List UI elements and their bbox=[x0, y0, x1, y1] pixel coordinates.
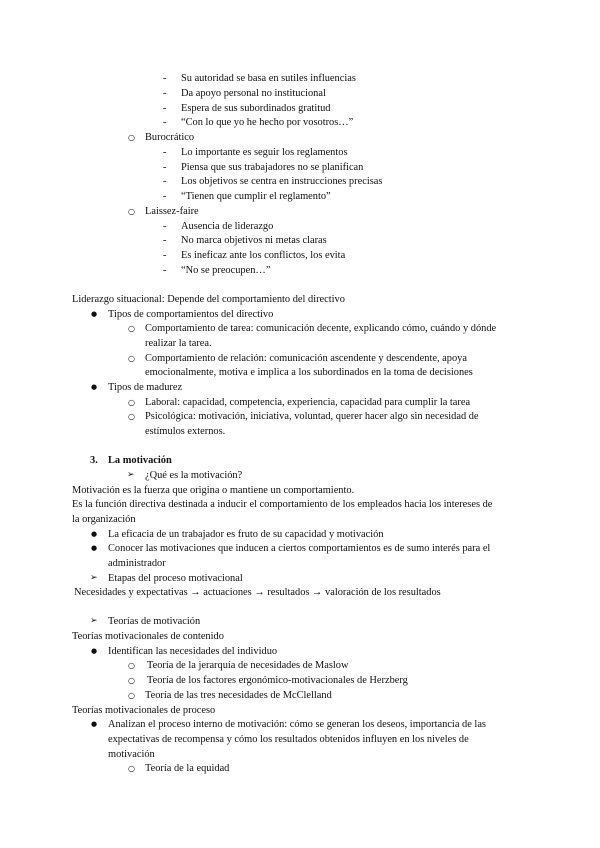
text-line: Piensa que sus trabajadores no se planifican bbox=[181, 162, 364, 173]
circle-bullet-icon: ○ bbox=[128, 691, 135, 700]
dash-bullet: - bbox=[163, 265, 167, 276]
circle-bullet-icon: ○ bbox=[128, 676, 135, 685]
arrow-bullet-icon: ➢ bbox=[127, 470, 135, 480]
text-line: Burocrático bbox=[145, 132, 195, 143]
text-line: Teoría de la equidad bbox=[145, 763, 230, 774]
text-line: Teoría de los factores ergonómico-motivacionales de Herzberg bbox=[147, 675, 408, 686]
text-line: Comportamiento de relación: comunicación ascendente y descendente, apoya bbox=[145, 353, 467, 364]
text-line: estímulos externos. bbox=[145, 426, 226, 437]
text-line: Teorías de motivación bbox=[108, 616, 201, 627]
dash-bullet: - bbox=[163, 221, 167, 232]
text-line: Laissez-faire bbox=[145, 206, 199, 217]
bullet-dot-icon: ● bbox=[91, 310, 98, 318]
text-line: administrador bbox=[108, 558, 166, 569]
text-line: Liderazgo situacional: Depende del comportamiento del directivo bbox=[72, 294, 345, 305]
dash-bullet: - bbox=[163, 73, 167, 84]
circle-bullet-icon: ○ bbox=[128, 354, 135, 363]
text-line: Etapas del proceso motivacional bbox=[108, 573, 243, 584]
dash-bullet: - bbox=[163, 162, 167, 173]
text-line: Su autoridad se basa en sutiles influencias bbox=[181, 73, 356, 84]
text-line: Comportamiento de tarea: comunicación decente, explicando cómo, cuándo y dónde bbox=[145, 323, 497, 334]
text-line: Tipos de madurez bbox=[108, 382, 183, 393]
text-line: Motivación es la fuerza que origina o mantiene un comportamiento. bbox=[72, 485, 355, 496]
text-line: Espera de sus subordinados gratitud bbox=[181, 103, 331, 114]
text-line: Teoría de las tres necesidades de McClelland bbox=[145, 690, 332, 701]
text-line: Analizan el proceso interno de motivación: cómo se generan los deseos, importancia de las bbox=[108, 719, 486, 730]
text-line: “Tienen que cumplir el reglamento” bbox=[181, 191, 331, 202]
text-line: Teorías motivacionales de contenido bbox=[72, 631, 224, 642]
dash-bullet: - bbox=[163, 147, 167, 158]
text-line: Necesidades y expectativas → actuaciones → resultados → valoración de los resultados bbox=[74, 587, 441, 598]
circle-bullet-icon: ○ bbox=[128, 324, 135, 333]
bullet-dot-icon: ● bbox=[91, 720, 98, 728]
circle-bullet-icon: ○ bbox=[128, 133, 135, 142]
text-line: la organización bbox=[72, 514, 136, 525]
text-line: Es la función directiva destinada a inducir el comportamiento de los empleados hacia los intereses de bbox=[72, 499, 493, 510]
text-line: La eficacia de un trabajador es fruto de su capacidad y motivación bbox=[108, 529, 384, 540]
text-line: Tipos de comportamientos del directivo bbox=[108, 309, 274, 320]
dash-bullet: - bbox=[163, 191, 167, 202]
dash-bullet: - bbox=[163, 88, 167, 99]
section-heading: La motivación bbox=[108, 455, 172, 466]
circle-bullet-icon: ○ bbox=[128, 412, 135, 421]
dash-bullet: - bbox=[163, 103, 167, 114]
text-line: Identifican las necesidades del individuo bbox=[108, 646, 278, 657]
text-line: Da apoyo personal no institucional bbox=[181, 88, 326, 99]
bullet-dot-icon: ● bbox=[91, 544, 98, 552]
arrow-bullet-icon: ➢ bbox=[90, 616, 98, 626]
text-line: Es ineficaz ante los conflictos, los evita bbox=[181, 250, 346, 261]
bullet-dot-icon: ● bbox=[91, 647, 98, 655]
text-line: “Con lo que yo he hecho por vosotros…” bbox=[181, 117, 354, 128]
text-line: Teorías motivacionales de proceso bbox=[72, 705, 216, 716]
dash-bullet: - bbox=[163, 235, 167, 246]
text-line: motivación bbox=[108, 749, 155, 760]
text-line: Ausencia de liderazgo bbox=[181, 221, 274, 232]
circle-bullet-icon: ○ bbox=[128, 661, 135, 670]
bullet-dot-icon: ● bbox=[91, 383, 98, 391]
circle-bullet-icon: ○ bbox=[128, 207, 135, 216]
circle-bullet-icon: ○ bbox=[128, 764, 135, 773]
text-line: Laboral: capacidad, competencia, experiencia, capacidad para cumplir la tarea bbox=[145, 397, 471, 408]
text-line: Psicológica: motivación, iniciativa, voluntad, querer hacer algo sin necesidad de bbox=[145, 411, 479, 422]
bullet-dot-icon: ● bbox=[91, 530, 98, 538]
dash-bullet: - bbox=[163, 176, 167, 187]
text-line: Los objetivos se centra en instrucciones precisas bbox=[181, 176, 383, 187]
circle-bullet-icon: ○ bbox=[128, 398, 135, 407]
dash-bullet: - bbox=[163, 250, 167, 261]
text-line: Teoría de la jerarquía de necesidades de Maslow bbox=[147, 660, 349, 671]
text-line: “No se preocupen…” bbox=[181, 265, 271, 276]
text-line: No marca objetivos ni metas claras bbox=[181, 235, 327, 246]
arrow-bullet-icon: ➢ bbox=[90, 573, 98, 583]
text-line: Conocer las motivaciones que inducen a ciertos comportamientos es de sumo interés para el bbox=[108, 543, 491, 554]
text-line: realizar la tarea. bbox=[145, 338, 212, 349]
section-number: 3. bbox=[90, 455, 98, 466]
dash-bullet: - bbox=[163, 117, 167, 128]
text-line: expectativas de recompensa y cómo los resultados obtenidos influyen en los niveles de bbox=[108, 734, 469, 745]
text-line: Lo importante es seguir los reglamentos bbox=[181, 147, 348, 158]
text-line: ¿Qué es la motivación? bbox=[145, 470, 243, 481]
text-line: emocionalmente, motiva e implica a los subordinados en la toma de decisiones bbox=[145, 367, 473, 378]
